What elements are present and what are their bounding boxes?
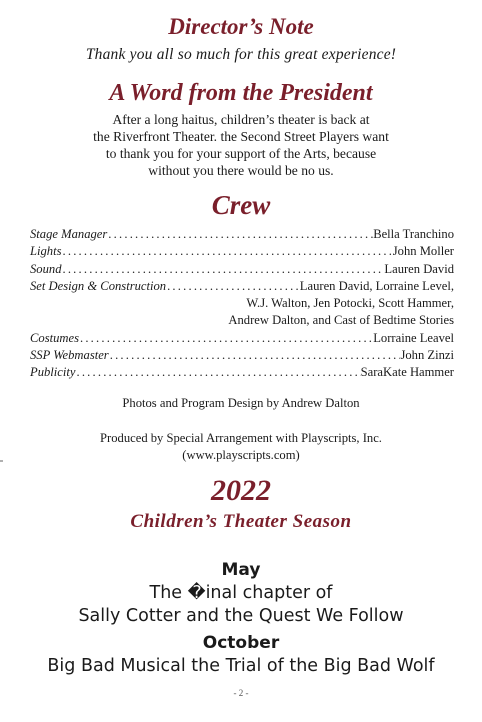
crew-name: John Moller [392, 244, 454, 259]
show-title-october: Big Bad Musical the Trial of the Big Bad Wolf [47, 656, 435, 676]
president-message [30, 111, 452, 179]
season-year: 2022 [211, 474, 271, 507]
crew-heading: Crew [211, 190, 271, 220]
crew-role: Lights [30, 244, 62, 259]
crew-name: SaraKate Hammer [360, 365, 454, 380]
crew-name: Lauren David, Lorraine Level, [299, 278, 454, 293]
crew-name-continued: Andrew Dalton, and Cast of Bedtime Stories [228, 313, 454, 328]
show-title-line: Sally Cotter and the Quest We Follow [78, 606, 404, 626]
crew-list [30, 226, 454, 382]
crew-name: Bella Tranchino [373, 227, 454, 241]
crew-role: Costumes [30, 330, 79, 345]
crew-name-continued: W.J. Walton, Jen Potocki, Scott Hammer, [246, 296, 454, 311]
crew-row-costumes [30, 330, 454, 347]
crew-role: Publicity [30, 365, 76, 380]
produced-by [0, 430, 482, 464]
dot-leader [61, 261, 384, 278]
show-month-october: October [202, 633, 280, 653]
president-line: without you there would be no us. [148, 163, 334, 178]
dot-leader [107, 226, 373, 243]
dot-leader [166, 278, 300, 295]
season-title: Children’s Theater Season [130, 511, 352, 532]
dot-leader [62, 243, 393, 260]
scan-mark [0, 460, 3, 462]
crew-name: John Zinzi [400, 348, 454, 363]
dot-leader [79, 330, 373, 347]
crew-name: Lauren David [384, 261, 454, 276]
crew-role: SSP Webmaster [30, 348, 109, 363]
produced-line: Produced by Special Arrangement with Playscripts, Inc. [100, 431, 382, 445]
crew-row-webmaster [30, 347, 454, 364]
dot-leader [75, 364, 360, 381]
photos-credit: Photos and Program Design by Andrew Dalton [122, 396, 360, 410]
directors-note-heading: Director’s Note [168, 14, 314, 39]
president-line: to thank you for your support of the Arts, because [105, 146, 377, 161]
president-line: the Riverfront Theater. the Second Street Players want [93, 129, 389, 144]
show-title-line: The �inal chapter of [149, 583, 333, 603]
crew-row-publicity [30, 364, 454, 381]
show-month-may: May [221, 560, 261, 580]
crew-role: Sound [30, 261, 62, 276]
crew-row-lights [30, 243, 454, 260]
show-title-may [0, 582, 482, 628]
crew-row-sound [30, 261, 454, 278]
crew-row-stage-manager [30, 226, 454, 243]
dot-leader [109, 347, 401, 364]
president-line: After a long haitus, children’s theater is back at [112, 112, 370, 127]
crew-role: Set Design & Construction [30, 278, 167, 293]
president-heading: A Word from the President [109, 80, 373, 106]
crew-role: Stage Manager [30, 227, 108, 241]
crew-name: Lorraine Leavel [373, 330, 454, 345]
playscripts-url: (www.playscripts.com) [182, 448, 300, 462]
crew-row-set-design [30, 278, 454, 295]
page-number: - 2 - [233, 688, 249, 698]
directors-note-text: Thank you all so much for this great experience! [85, 46, 397, 63]
